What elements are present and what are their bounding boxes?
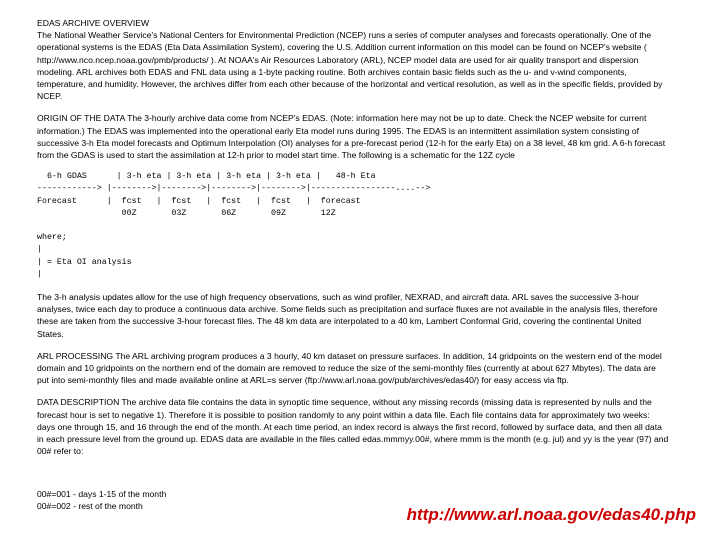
file-list-item: 00#=001 - days 1-15 of the month xyxy=(37,489,167,499)
intro-paragraph xyxy=(37,17,669,102)
document-body xyxy=(37,17,669,468)
processing-paragraph: ARL PROCESSING The ARL archiving program produces a 3 hourly, 40 km dataset on pressure surfaces. In addition, 14 gridpoints on the western end of the model domain and 10 gridpoints on the northern end of the domain are removed to reduce the size of the semi-monthly files (currently at about 627 Mbytes). The data are put into semi-monthly files and made available online at ARL=s server (ftp://www.arl.noaa.gov/pub/archives/edas40/) for easy access via ftp. xyxy=(37,350,662,386)
analysis-paragraph: The 3-h analysis updates allow for the use of high frequency observations, such as wind profiler, NEXRAD, and aircraft data. ARL saves the successive 3-hour analyses, twice each day to produce a continuous data archive. Some fields such as precipitation and surface fluxes are not available in the analysis files, therefore these are taken from the successive 3-hour forecast files. The 48 km data are interpolated to a 40 km, Lambert Conformal Grid, covering the continental United States. xyxy=(37,292,658,339)
intro-text: The National Weather Service's National Centers for Environmental Prediction (NCEP) runs a series of computer analyses and forecasts operationally. One of the operational systems is the EDAS (Eta Data Assimilation System), covering the U.S. Addition current information on this model can be found on NCEP's website ( http://www.nco.ncep.noaa.gov/pmb/products/ ). At NOAA's Air Resources Laboratory (ARL), NCEP model data are used for air quality transport and dispersion modeling. ARL archives both EDAS and FNL data using a 1-byte packing routine. Both archives contain basic fields such as the u- and v-wind components, temperature, and humidity. However, the archives differ from each other because of the horizontal and vertical resolution, as well as in the specific fields, provided by NCEP. xyxy=(37,30,663,102)
file-list-item: 00#=002 - rest of the month xyxy=(37,501,143,512)
origin-paragraph: ORIGIN OF THE DATA The 3-hourly archive data come from NCEP's EDAS. (Note: information here may not be up to date. Check the NCEP website for current information.) The EDAS was implemented into the operational early Eta model runs during 1995. The EDAS is an intermittent assimilation system consisting of successive 3-h Eta model forecasts and Optimum Interpolation (OI) analyses for a pre-forecast period (12-h for the early Eta) on a 38 level, 48 km grid. A 6-h forecast from the GDAS is used to start the assimilation at 12-h prior to model start time. The following is a schematic for the 12Z cycle xyxy=(37,113,666,161)
description-paragraph: DATA DESCRIPTION The archive data file contains the data in synoptic time sequence, without any missing records (missing data is represented by nulls and the forecast hour is set to negative 1). Therefore it is possible to position randomly to any point within a data file. Each file contains data for approximately two weeks: days one through 15, and 16 through the end of the month. At each time period, an index record is always the first record, followed by surface data, and then all data in each pressure level from the ground up. EDAS data are available in the files called edas.mmmyy.00#, where mmm is the month (e.g. jul) and yy is the year (97) and 00# refer to: xyxy=(37,397,669,457)
file-list xyxy=(37,488,166,512)
document-title: EDAS ARCHIVE OVERVIEW xyxy=(37,18,150,28)
footer-url-link[interactable]: http://www.arl.noaa.gov/edas40.php xyxy=(406,505,696,524)
schematic-diagram: 6-h GDAS | 3-h eta | 3-h eta | 3-h eta | 3-h eta | 48-h Eta ------------> |-------->|-------->|-------->|-------->|-----------------....--> Forecast | fcst | fcst | fcst | fcst | forecast 00Z 03Z 06Z 09Z 12Z where; | | = Eta OI analysis | xyxy=(37,172,431,279)
